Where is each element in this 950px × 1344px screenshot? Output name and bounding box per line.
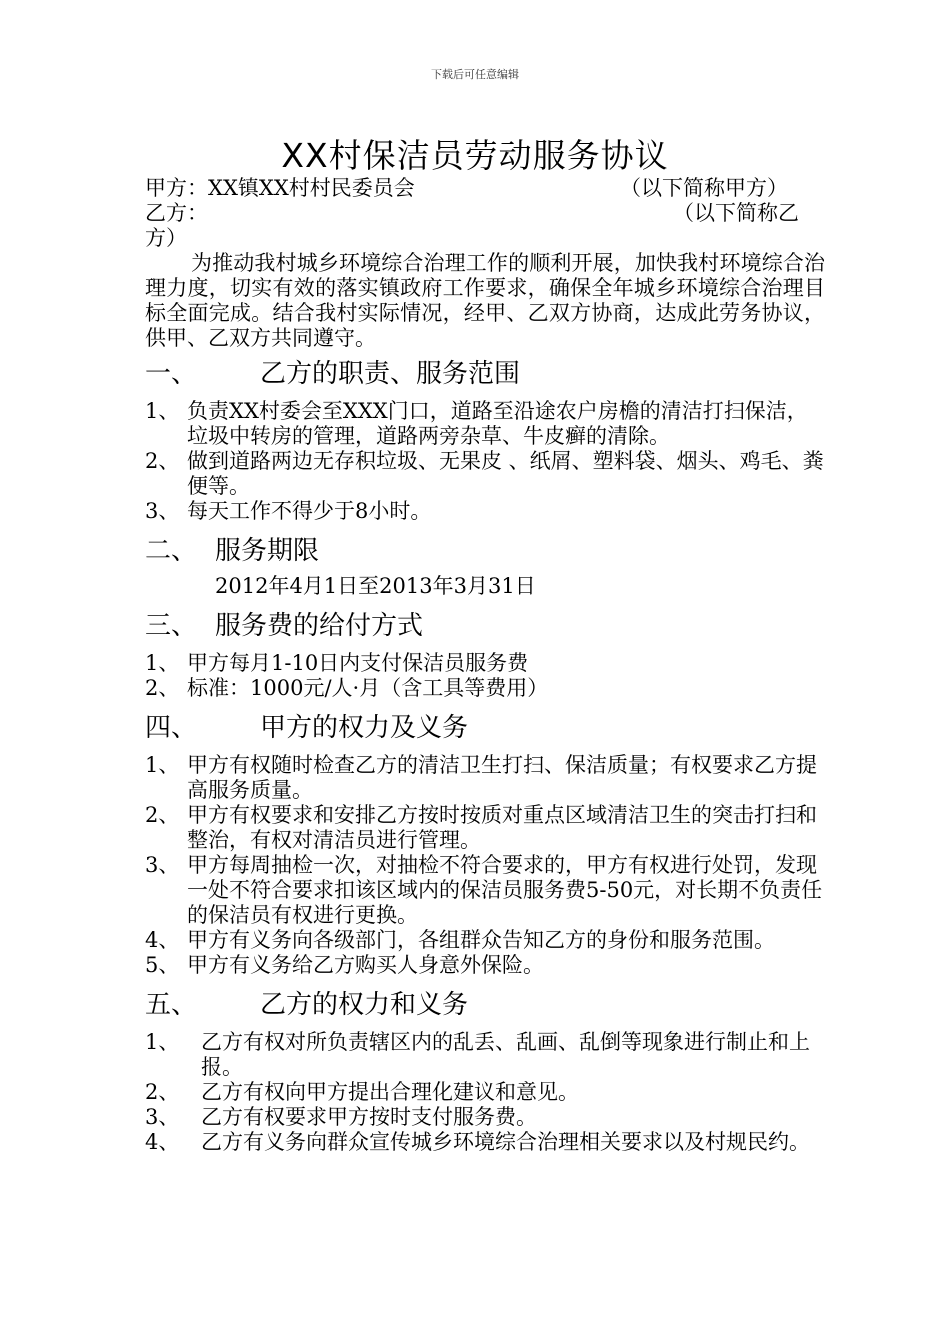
party-a-note: （以下简称甲方） <box>620 176 788 200</box>
list-item <box>145 953 825 978</box>
item-text: 标准：1000元/人·月（含工具等费用） <box>187 676 549 700</box>
item-text: 乙方有权向甲方提出合理化建议和意见。 <box>201 1080 579 1104</box>
item-number: 4、 <box>145 1130 180 1154</box>
list-item <box>145 676 825 701</box>
item-number: 2、 <box>145 1080 180 1104</box>
section-title: 服务期限 <box>215 536 320 566</box>
item-number: 1、 <box>145 753 180 777</box>
list-item <box>145 499 825 524</box>
party-b-label: 乙方： <box>145 201 208 225</box>
item-text: 乙方有义务向群众宣传城乡环境综合治理相关要求以及村规民约。 <box>201 1130 810 1154</box>
party-b-note: （以下简称乙 <box>673 201 799 225</box>
list-item <box>145 399 825 449</box>
item-number: 1、 <box>145 651 180 675</box>
section-heading-3 <box>145 611 825 641</box>
section-1-list <box>145 399 825 524</box>
section-heading-4 <box>145 713 825 743</box>
list-item <box>145 651 825 676</box>
header-note: 下载后可任意编辑 <box>431 68 519 81</box>
item-text: 乙方有权对所负责辖区内的乱丢、乱画、乱倒等现象进行制止和上报。 <box>201 1030 810 1079</box>
item-number: 3、 <box>145 499 180 523</box>
document-body <box>145 176 825 1155</box>
section-title: 服务费的给付方式 <box>215 611 424 641</box>
item-number: 3、 <box>145 853 180 877</box>
item-text: 甲方每周抽检一次，对抽检不符合要求的，甲方有权进行处罚，发现一处不符合要求扣该区域内的保洁员服务费5-50元，对长期不负责任的保洁员有权进行更换。 <box>187 853 823 927</box>
party-b-note-tail: 方） <box>145 226 187 250</box>
item-number: 2、 <box>145 676 180 700</box>
item-number: 1、 <box>145 1030 180 1054</box>
list-item <box>145 1130 825 1155</box>
party-b-line <box>145 201 825 226</box>
item-text: 甲方有义务给乙方购买人身意外保险。 <box>187 953 544 977</box>
service-period-date: 2012年4月1日至2013年3月31日 <box>215 574 536 598</box>
document-title: XX村保洁员劳动服务协议 <box>281 136 669 175</box>
list-item <box>145 803 825 853</box>
list-item <box>145 1105 825 1130</box>
section-title: 甲方的权力及义务 <box>260 713 469 743</box>
item-number: 2、 <box>145 803 180 827</box>
item-number: 2、 <box>145 449 180 473</box>
item-text: 甲方每月1-10日内支付保洁员服务费 <box>187 651 529 675</box>
item-text: 甲方有权随时检查乙方的清洁卫生打扫、保洁质量；有权要求乙方提高服务质量。 <box>187 753 817 802</box>
list-item <box>145 449 825 499</box>
item-text: 甲方有义务向各级部门，各组群众告知乙方的身份和服务范围。 <box>187 928 775 952</box>
item-number: 4、 <box>145 928 180 952</box>
item-text: 乙方有权要求甲方按时支付服务费。 <box>201 1105 537 1129</box>
section-3-list <box>145 651 825 701</box>
item-number: 3、 <box>145 1105 180 1129</box>
list-item <box>145 1080 825 1105</box>
section-heading-5 <box>145 990 825 1020</box>
item-text: 负责XX村委会至XXX门口，道路至沿途农户房檐的清洁打扫保洁，垃圾中转房的管理，道路两旁杂草、牛皮癣的清除。 <box>187 399 808 448</box>
list-item <box>145 853 825 928</box>
list-item <box>145 928 825 953</box>
list-item <box>145 1030 825 1080</box>
item-number: 1、 <box>145 399 180 423</box>
intro-paragraph: 为推动我村城乡环境综合治理工作的顺利开展，加快我村环境综合治理力度，切实有效的落实镇政府工作要求，确保全年城乡环境综合治理目标全面完成。结合我村实际情况，经甲、乙双方协商，达成此劳务协议，供甲、乙双方共同遵守。 <box>145 251 825 350</box>
item-text: 每天工作不得少于8小时。 <box>187 499 432 523</box>
section-heading-1 <box>145 359 825 389</box>
section-title: 乙方的职责、服务范围 <box>260 359 521 389</box>
list-item <box>145 753 825 803</box>
item-text: 做到道路两边无存积垃圾、无果皮 、纸屑、塑料袋、烟头、鸡毛、粪便等。 <box>187 449 824 498</box>
section-5-list <box>145 1030 825 1155</box>
party-a-label: 甲方：XX镇XX村村民委员会 <box>145 176 415 200</box>
section-title: 乙方的权力和义务 <box>260 990 469 1020</box>
section-number: 一、 <box>145 359 198 389</box>
section-number: 五、 <box>145 990 198 1020</box>
section-number: 四、 <box>145 713 198 743</box>
party-a-line <box>145 176 825 201</box>
item-number: 5、 <box>145 953 180 977</box>
section-number: 三、 <box>145 611 198 641</box>
section-heading-2 <box>145 536 825 566</box>
section-number: 二、 <box>145 536 198 566</box>
item-text: 甲方有权要求和安排乙方按时按质对重点区域清洁卫生的突击打扫和整治，有权对清洁员进行管理。 <box>187 803 817 852</box>
section-4-list <box>145 753 825 978</box>
